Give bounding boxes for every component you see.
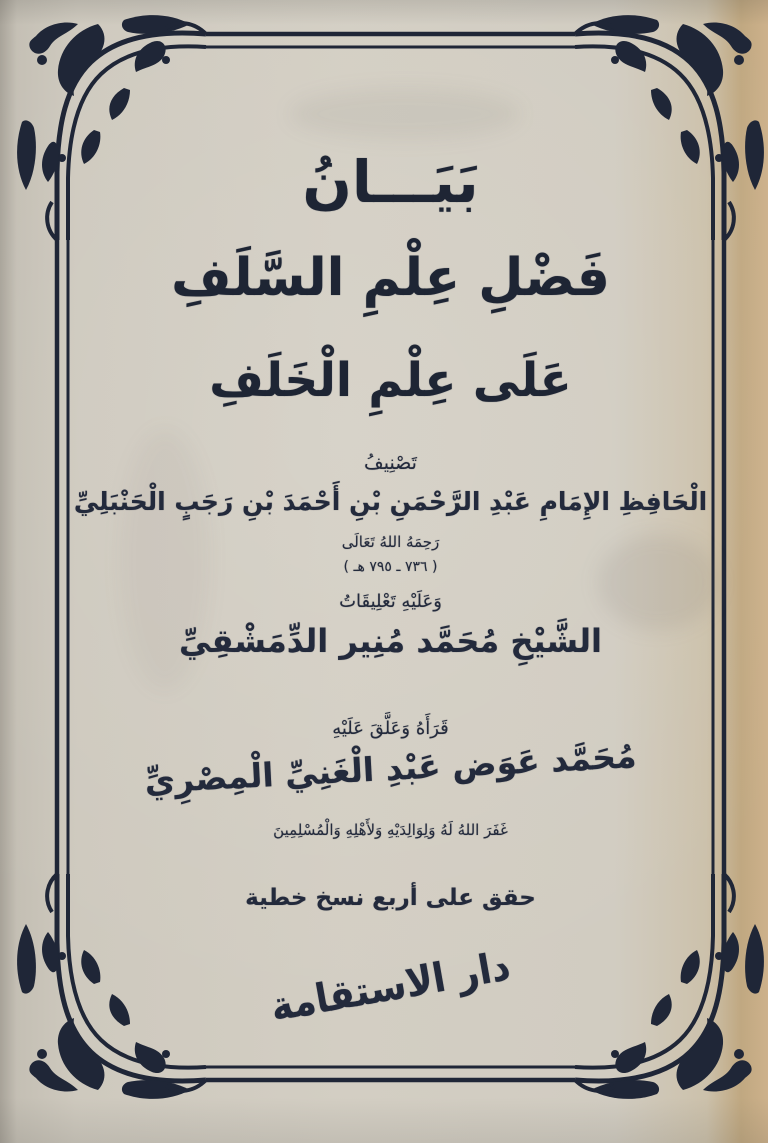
author-dates: ( ٧٣٦ ـ ٧٩٥ هـ )	[343, 559, 438, 575]
title-line-1: بَيَـــانُ	[302, 148, 479, 216]
publisher-logo-text: دار الاستقامة	[267, 943, 514, 1031]
reader-label: قَرَأَهُ وَعَلَّقَ عَلَيْهِ	[332, 718, 449, 739]
page-smudge	[290, 88, 520, 140]
title-line-3: عَلَى عِلْمِ الْخَلَفِ	[209, 353, 572, 408]
tasnif-label: تَصْنِيفُ	[364, 452, 417, 474]
verification-note: حقق على أربع نسخ خطية	[245, 885, 536, 911]
annotations-label: وَعَلَيْهِ تَعْلِيقَاتُ	[339, 591, 442, 612]
title-line-2: فَضْلِ عِلْمِ السَّلَفِ	[171, 248, 610, 308]
editor-dua: غَفَرَ اللهُ لَهُ وَلِوَالِدَيْهِ وَلأَهْلِهِ وَالْمُسْلِمِينَ	[273, 821, 508, 839]
editor-name: مُحَمَّد عَوَض عَبْدِ الْغَنِيِّ الْمِصْرِيِّ	[143, 736, 638, 801]
annotator-name: الشَّيْخِ مُحَمَّد مُنِير الدِّمَشْقِيِّ	[179, 622, 602, 660]
mercy-phrase: رَحِمَهُ اللهُ تَعَالَى	[341, 533, 440, 551]
author-name: الْحَافِظِ الإِمَامِ عَبْدِ الرَّحْمَنِ بْنِ أَحْمَدَ بْنِ رَجَبٍ الْحَنْبَلِيِّ	[73, 487, 708, 516]
